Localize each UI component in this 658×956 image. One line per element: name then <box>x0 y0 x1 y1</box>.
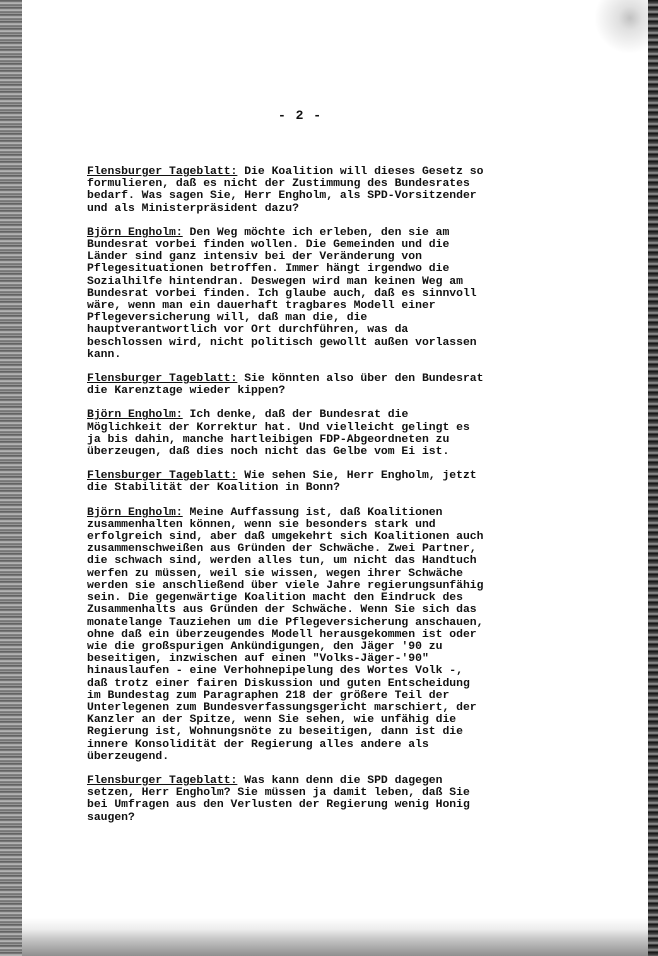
paragraph-7 <box>87 775 517 824</box>
paragraph-3 <box>87 373 517 397</box>
speaker-label: Flensburger Tageblatt: <box>87 373 238 386</box>
speaker-label: Flensburger Tageblatt: <box>87 470 238 483</box>
scan-corner-noise <box>588 0 648 60</box>
interview-text <box>87 166 517 836</box>
speaker-label: Björn Engholm: <box>87 409 183 422</box>
paragraph-6 <box>87 507 517 763</box>
paragraph-text: Ich denke, daß der Bundesrat die Möglichkeit der Korrektur hat. Und vielleicht gelingt es ja bis dahin, manche hartleibigen FDP-Abgeordneten zu überzeugen, daß dies noch nicht das Gelbe vom Ei ist. <box>87 409 470 459</box>
paragraph-5 <box>87 470 517 494</box>
paragraph-text: Wie sehen Sie, Herr Engholm, jetzt die Stabilität der Koalition in Bonn? <box>87 470 477 495</box>
page-number: - 2 - <box>277 108 322 123</box>
speaker-label: Flensburger Tageblatt: <box>87 774 238 787</box>
scan-left-edge <box>0 0 22 956</box>
paragraph-text: Sie könnten also über den Bundesrat die Karenztage wieder kippen? <box>87 373 484 398</box>
scan-right-edge <box>648 0 658 956</box>
speaker-label: Björn Engholm: <box>87 506 183 519</box>
speaker-label: Björn Engholm: <box>87 226 183 239</box>
paragraph-text: Die Koalition will dieses Gesetz so formulieren, daß es nicht der Zustimmung des Bundesrates bedarf. Was sagen Sie, Herr Engholm, als SPD-Vorsitzender und als Ministerpräsident dazu? <box>87 166 484 215</box>
paragraph-text: Meine Auffassung ist, daß Koalitionen zusammenhalten können, wenn sie besonders stark und erfolgreich sind, aber daß umgekehrt sich Koalitionen auch zusammenschweißen aus Gründen der Schwäche. Zwei Partner, die schwach sind, werden alles tun, um nicht das Handtuch werfen zu müssen, weil sie wissen, wegen ihrer Schwäche werden sie anschließend über viele Jahre regierungsunfähig sein. Die gegenwärtige Koalition macht den Eindruck des Zusammenhalts aus Gründen der Schwäche. Wenn Sie sich das monatelange Tauziehen um die Pflegeversicherung anschauen, ohne daß ein überzeugendes Modell herausgekommen ist oder wie die großspurigen Ankündigungen, den Jäger '90 zu beseitigen, inzwischen auf einen "Volks-Jäger-'90" hinauslaufen - eine Verhohnepipelung des Wortes Volk -, daß trotz einer fairen Diskussion und guten Entscheidung im Bundestag zum Paragraphen 218 der größere Teil der Unterlegenen zum Bundesverfassungsgericht marschiert, der Kanzler an der Spitze, wenn Sie sehen, wie unfähig die Regierung ist, Wohnungsnöte zu beseitigen, dann ist die innere Konsolidität der Regierung alles andere als überzeugend. <box>87 506 484 763</box>
paragraph-1 <box>87 166 517 215</box>
paragraph-text: Was kann denn die SPD dagegen setzen, Herr Engholm? Sie müssen ja damit leben, daß Sie bei Umfragen aus den Verlusten der Regierung wenig Honig saugen? <box>87 774 470 824</box>
speaker-label: Flensburger Tageblatt: <box>87 166 238 178</box>
scan-bottom-edge <box>22 918 648 956</box>
paragraph-4 <box>87 409 517 458</box>
paragraph-2 <box>87 227 517 361</box>
paragraph-text: Den Weg möchte ich erleben, den sie am Bundesrat vorbei finden wollen. Die Gemeinden und die Länder sind ganz intensiv bei der Veränderung von Pflegesituationen betroffen. Immer hängt irgendwo die Sozialhilfe hintendran. Deswegen wird man keinen Weg am Bundesrat vorbei finden. Ich glaube auch, daß es sinnvoll wäre, wenn man ein dauerhaft tragbares Modell einer Pflegeversicherung will, daß man die, die hauptverantwortlich vor Ort durchführen, was da beschlossen wird, nicht politisch gewollt außen vorlassen kann. <box>87 226 477 361</box>
